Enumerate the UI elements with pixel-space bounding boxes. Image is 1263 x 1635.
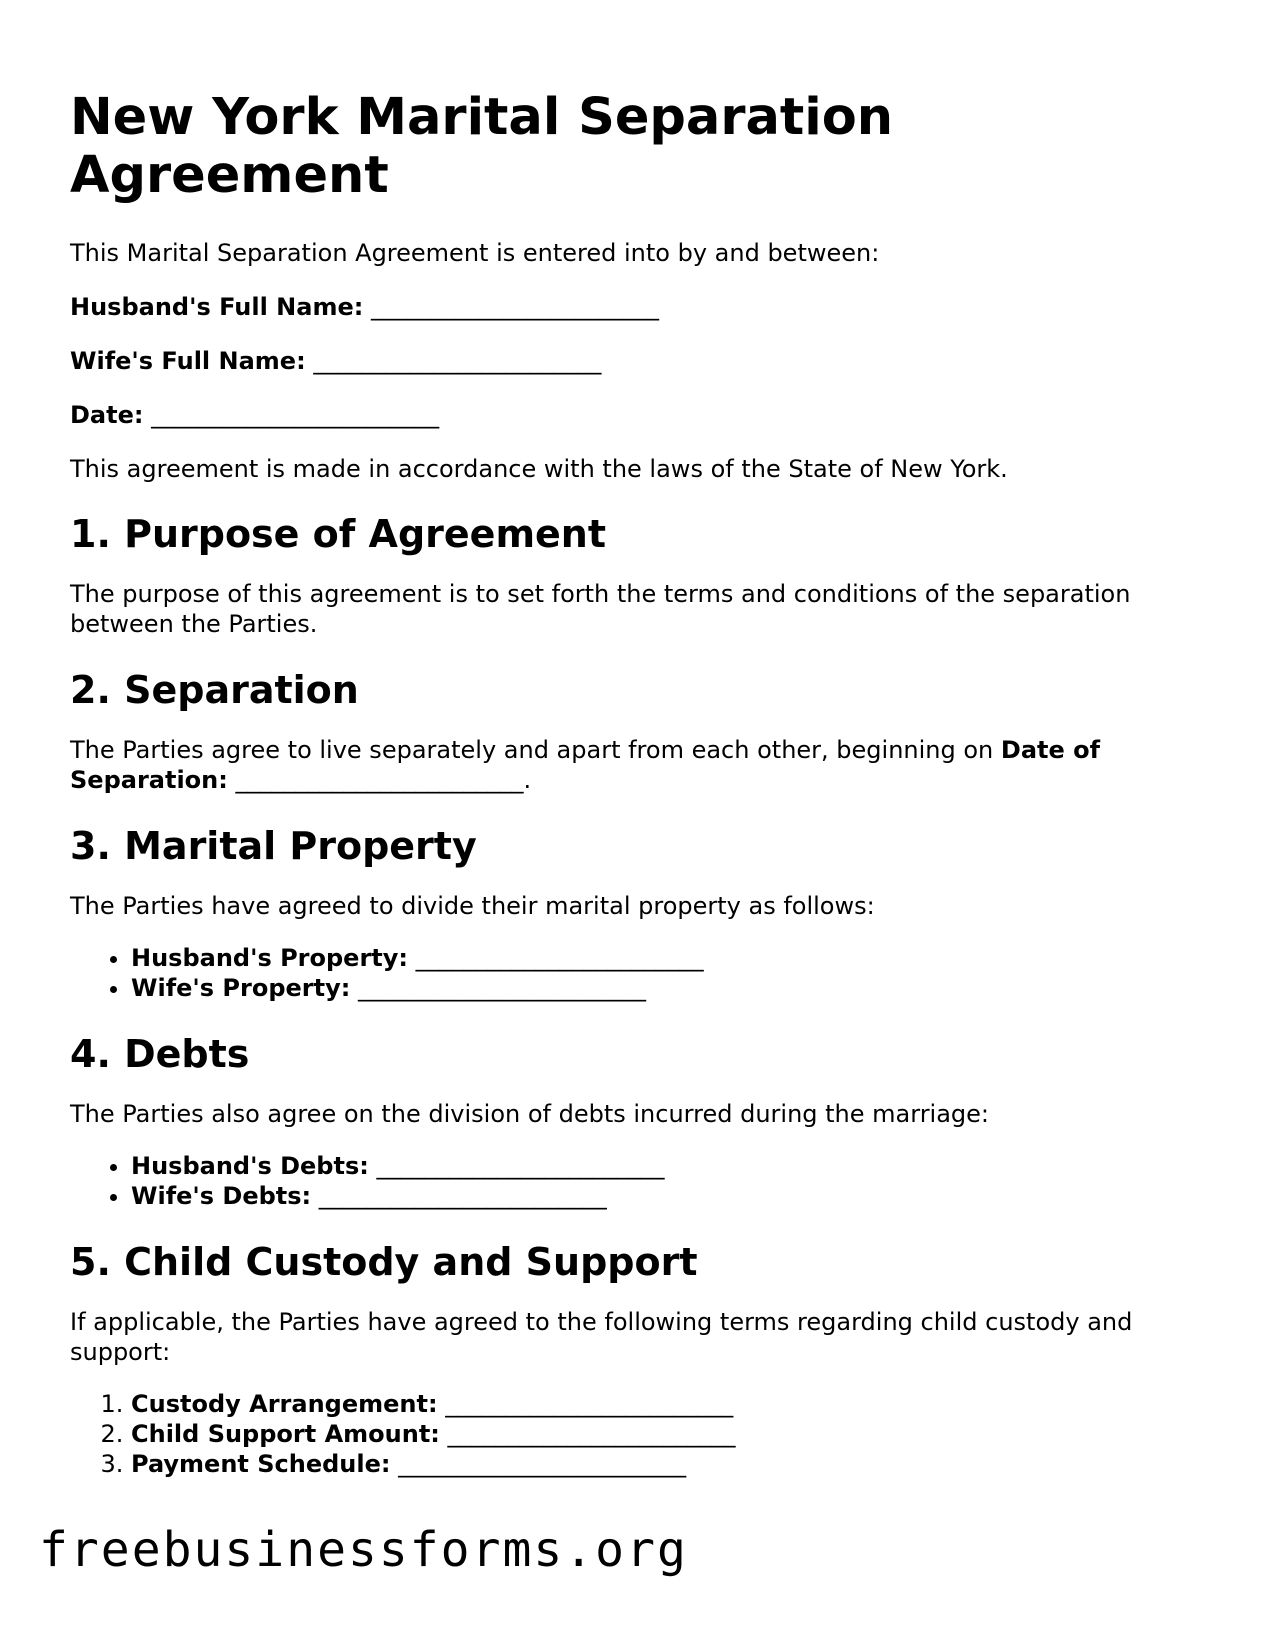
section-heading-property: 3. Marital Property [70, 824, 477, 868]
custody-arrangement-label: Custody Arrangement: [131, 1390, 438, 1418]
husband-name-field [70, 292, 1200, 322]
separation-date-blank[interactable]: ________________________ [235, 766, 524, 794]
wife-debts-label: Wife's Debts: [131, 1182, 312, 1210]
watermark: freebusinessforms.org [39, 1522, 688, 1578]
section-heading-debts: 4. Debts [70, 1032, 250, 1076]
husband-name-label: Husband's Full Name: [70, 293, 364, 321]
section-text-custody: If applicable, the Parties have agreed to the following terms regarding child custody and support: [70, 1308, 1133, 1366]
custody-arrangement-blank[interactable]: ________________________ [445, 1390, 734, 1418]
list-item [131, 1181, 1200, 1211]
section-text-purpose: The purpose of this agreement is to set forth the terms and conditions of the separation between the Parties. [70, 580, 1131, 638]
list-item [131, 1389, 1200, 1419]
section-heading-purpose: 1. Purpose of Agreement [70, 512, 607, 556]
list-item [131, 973, 1200, 1003]
list-item [131, 1419, 1200, 1449]
husband-property-label: Husband's Property: [131, 944, 409, 972]
husband-debts-label: Husband's Debts: [131, 1152, 369, 1180]
husband-debts-blank[interactable]: ________________________ [376, 1152, 665, 1180]
separation-suffix: . [523, 766, 532, 794]
separation-date-label: Date of Separation: [70, 736, 1101, 794]
wife-name-label: Wife's Full Name: [70, 347, 306, 375]
intro-text: This Marital Separation Agreement is entered into by and between: [70, 239, 880, 267]
section-heading-custody: 5. Child Custody and Support [70, 1240, 698, 1284]
document-title: New York Marital Separation Agreement [70, 88, 894, 205]
wife-property-blank[interactable]: ________________________ [357, 974, 646, 1002]
list-item [131, 1449, 1200, 1479]
husband-property-blank[interactable]: ________________________ [415, 944, 704, 972]
custody-list [70, 1389, 1200, 1479]
property-list [70, 943, 1200, 1003]
list-item [131, 943, 1200, 973]
wife-debts-blank[interactable]: ________________________ [318, 1182, 607, 1210]
date-label: Date: [70, 401, 144, 429]
section-text-property: The Parties have agreed to divide their marital property as follows: [70, 892, 875, 920]
document-page [70, 0, 1200, 1479]
date-field [70, 400, 1200, 430]
separation-text: The Parties agree to live separately and apart from each other, beginning on [70, 736, 994, 764]
debts-list [70, 1151, 1200, 1211]
payment-schedule-blank[interactable]: ________________________ [398, 1450, 687, 1478]
child-support-amount-label: Child Support Amount: [131, 1420, 440, 1448]
date-blank[interactable]: ________________________ [151, 401, 440, 429]
wife-property-label: Wife's Property: [131, 974, 351, 1002]
section-heading-separation: 2. Separation [70, 668, 359, 712]
payment-schedule-label: Payment Schedule: [131, 1450, 391, 1478]
section-text-debts: The Parties also agree on the division of debts incurred during the marriage: [70, 1100, 990, 1128]
wife-name-field [70, 346, 1200, 376]
wife-name-blank[interactable]: ________________________ [313, 347, 602, 375]
section-text-separation [70, 735, 1200, 795]
husband-name-blank[interactable]: ________________________ [370, 293, 659, 321]
list-item [131, 1151, 1200, 1181]
law-statement: This agreement is made in accordance with the laws of the State of New York. [70, 455, 1008, 483]
child-support-amount-blank[interactable]: ________________________ [447, 1420, 736, 1448]
